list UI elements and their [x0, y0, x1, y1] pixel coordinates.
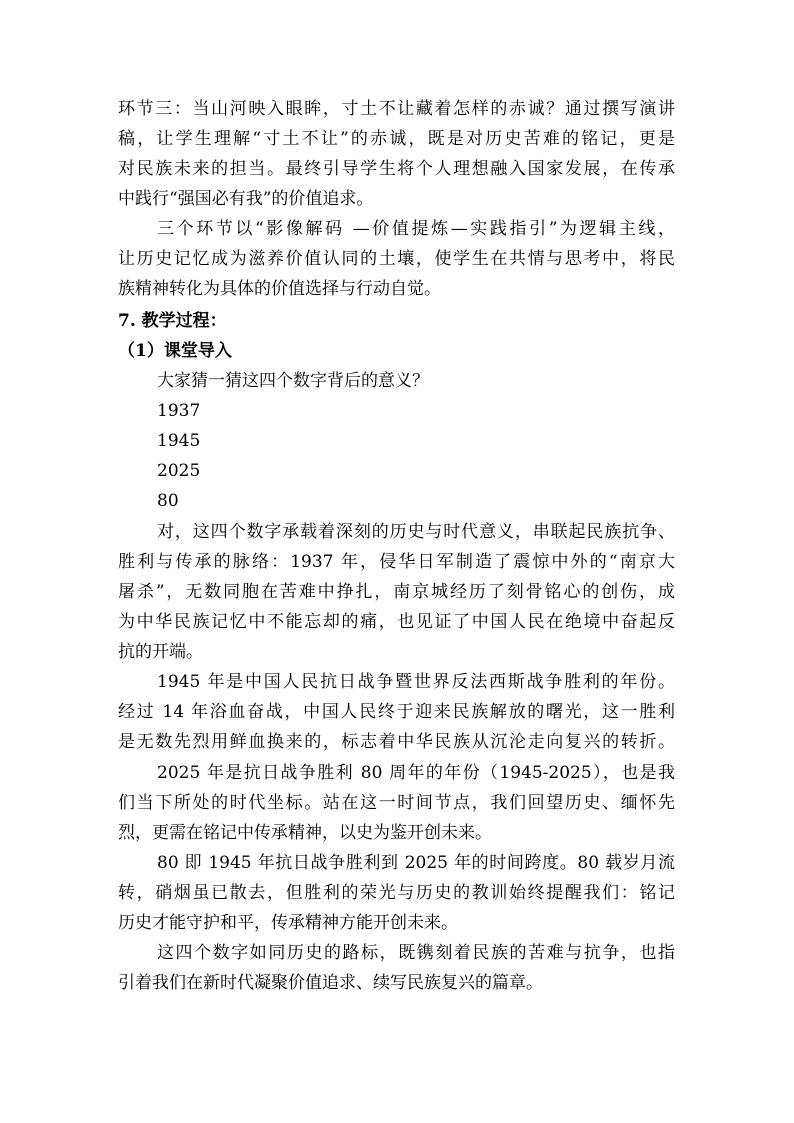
paragraph-4-line-1: 1945 年是中国人民抗日战争暨世界反法西斯战争胜利的年份。 [157, 672, 675, 692]
paragraph-3-line-2: 胜利与传承的脉络：1937 年，侵华日军制造了震惊中外的“南京大 [118, 552, 675, 572]
paragraph-6-line-3: 历史才能守护和平，传承精神方能开创未来。 [118, 913, 458, 933]
paragraph-3-line-4: 为中华民族记忆中不能忘却的痛，也见证了中国人民在绝境中奋起反 [118, 612, 675, 632]
number-item: 2025 [157, 461, 201, 481]
paragraph-4-line-2: 经过 14 年浴血奋战，中国人民终于迎来民族解放的曙光，这一胜利 [118, 702, 675, 722]
number-item: 80 [157, 491, 179, 511]
subsection-heading: （1）课堂导入 [118, 341, 232, 361]
section-heading: 7. 教学过程： [118, 311, 227, 331]
paragraph-1-line-2: 稿，让学生理解“寸土不让”的赤诚，既是对历史苦难的铭记，更是 [118, 129, 675, 149]
paragraph-7-line-1: 这四个数字如同历史的路标，既镌刻着民族的苦难与抗争，也指 [157, 943, 675, 963]
paragraph-1-line-4: 中践行“强国必有我”的价值追求。 [118, 189, 374, 209]
question-text: 大家猜一猜这四个数字背后的意义？ [157, 371, 429, 391]
number-item: 1945 [157, 431, 201, 451]
number-item: 1937 [157, 401, 201, 421]
paragraph-1-line-3: 对民族未来的担当。最终引导学生将个人理想融入国家发展，在传承 [118, 159, 675, 179]
paragraph-1-line-1: 环节三：当山河映入眼眸，寸土不让藏着怎样的赤诚？通过撰写演讲 [118, 99, 675, 119]
paragraph-6-line-1: 80 即 1945 年抗日战争胜利到 2025 年的时间跨度。80 载岁月流 [157, 853, 675, 873]
paragraph-5-line-3: 烈，更需在铭记中传承精神，以史为鉴开创未来。 [118, 823, 492, 843]
paragraph-7-line-2: 引着我们在新时代凝聚价值追求、续写民族复兴的篇章。 [118, 973, 543, 993]
paragraph-2-line-1: 三个环节以“影像解码 —价值提炼—实践指引”为逻辑主线， [157, 219, 675, 239]
paragraph-5-line-1: 2025 年是抗日战争胜利 80 周年的年份（1945-2025），也是我 [157, 763, 675, 783]
paragraph-3-line-1: 对，这四个数字承载着深刻的历史与时代意义，串联起民族抗争、 [157, 522, 675, 542]
paragraph-3-line-5: 抗的开端。 [118, 642, 203, 662]
paragraph-3-line-3: 屠杀”，无数同胞在苦难中挣扎，南京城经历了刻骨铭心的创伤，成 [118, 582, 675, 602]
paragraph-2-line-2: 让历史记忆成为滋养价值认同的土壤，使学生在共情与思考中，将民 [118, 249, 675, 269]
paragraph-2-line-3: 族精神转化为具体的价值选择与行动自觉。 [118, 279, 441, 299]
paragraph-5-line-2: 们当下所处的时代坐标。站在这一时间节点，我们回望历史、缅怀先 [118, 793, 675, 813]
paragraph-4-line-3: 是无数先烈用鲜血换来的，标志着中华民族从沉沦走向复兴的转折。 [118, 732, 675, 752]
paragraph-6-line-2: 转，硝烟虽已散去，但胜利的荣光与历史的教训始终提醒我们：铭记 [118, 883, 675, 903]
